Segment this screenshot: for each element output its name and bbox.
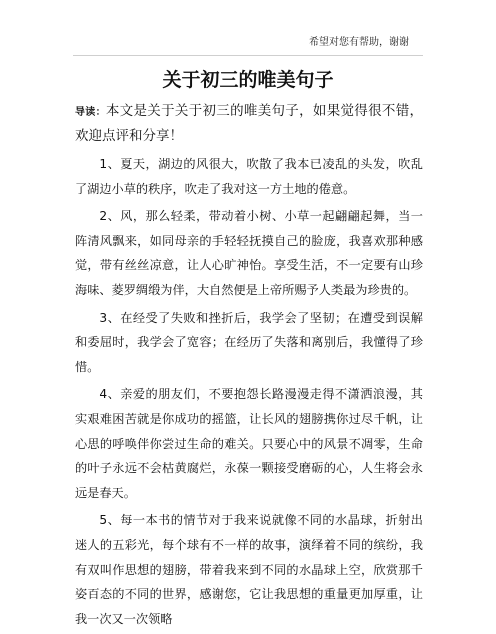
header-divider (73, 55, 423, 56)
paragraph-3: 3、在经受了失败和挫折后，我学会了坚韧；在遭受到误解和委屈时，我学会了宽容；在经历了失落和离别后，我懂得了珍惜。 (75, 310, 423, 374)
paragraph-2: 2、风，那么轻柔，带动着小树、小草一起翩翩起舞，当一阵清风飘来，如同母亲的手轻轻抚摸自己的脸庞，我喜欢那种感觉，带有丝丝凉意，让人心旷神怡。享受生活，不一定要有山珍海味、菱罗绸缎为伴，大自然便是上帝所赐予人类最为珍贵的。 (75, 209, 423, 297)
paragraph-5: 5、每一本书的情节对于我来说就像不同的水晶球，折射出迷人的五彩光，每个球有不一样的故事，演绎着不同的缤纷，我有双叫作思想的翅膀，带着我来到不同的水晶球上空，欣赏那千姿百态的不同的世界，感谢您，它让我思想的重量更加厚重，让我一次又一次领略 (75, 513, 423, 626)
intro-label: 导读： (75, 107, 106, 118)
paragraph-1: 1、夏天，湖边的风很大，吹散了我本已凌乱的头发，吹乱了湖边小草的秩序，吹走了我对这一方土地的倦意。 (75, 157, 423, 196)
intro-text: 本文是关于关于初三的唯美句子，如果觉得很不错，欢迎点评和分享！ (75, 103, 424, 144)
intro-paragraph (75, 100, 423, 148)
header-note: 希望对您有帮助，谢谢 (309, 37, 409, 48)
paragraph-4: 4、亲爱的朋友们，不要抱怨长路漫漫走得不潇洒浪漫，其实艰难困苦就是你成功的摇篮，让长风的翅膀携你过尽千帆，让心思的呼唤伴你尝过生命的难关。只要心中的风景不凋零，生命的叶子永远不会枯黄腐烂，永葆一颗接受磨砺的心，人生将会永远是春天。 (75, 387, 423, 500)
document-body (75, 100, 423, 634)
page-title: 关于初三的唯美句子 (162, 69, 334, 91)
